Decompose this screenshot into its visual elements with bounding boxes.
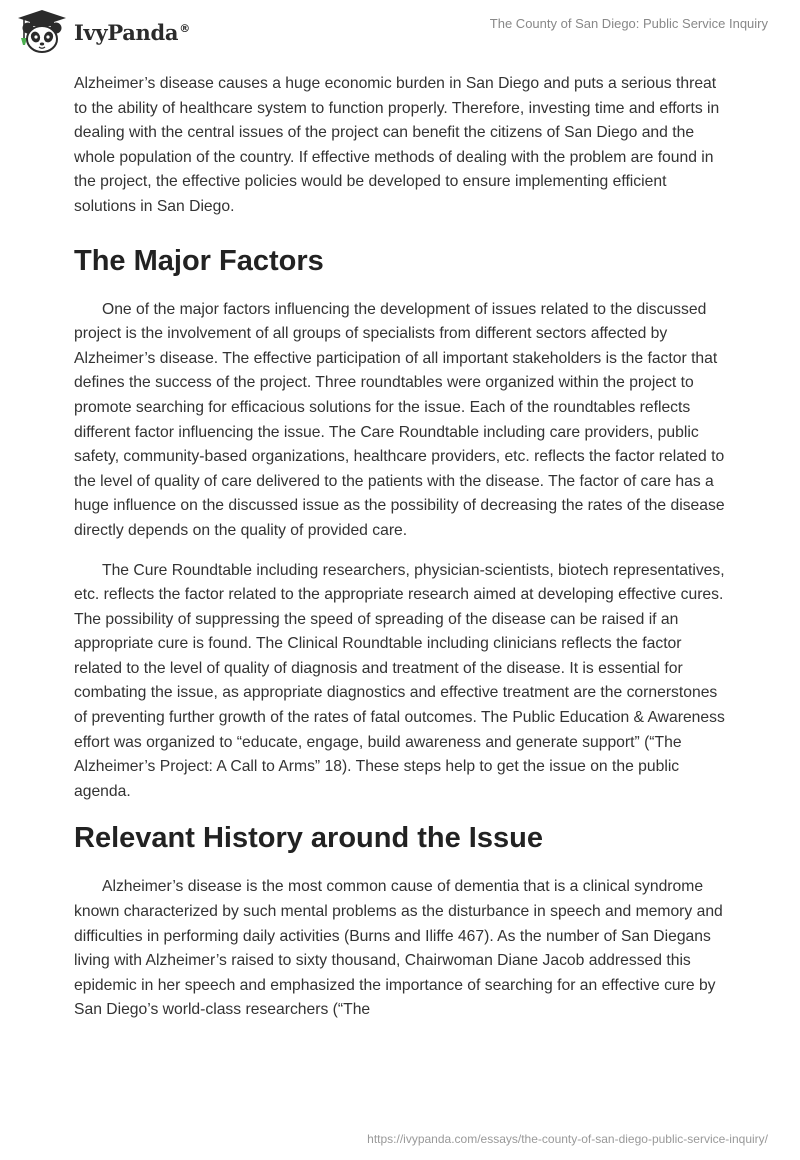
brand-name: IvyPanda [74, 19, 179, 45]
intro-paragraph: Alzheimer’s disease causes a huge economic burden in San Diego and puts a serious threat to the ability of healthcare system to function properly. Therefore, investing time and efforts in dealing with the central issues of the project can benefit the citizens of San Diego and the whole population of the country. If effective methods of dealing with the problem are found in the project, the effective policies would be developed to ensure implementing efficient solutions in San Diego. [74, 75, 720, 215]
paragraph: Alzheimer’s disease is the most common cause of dementia that is a clinical syndrome known characterized by such mental problems as the disturbance in speech and memory and difficulties in performing daily activities (Burns and Iliffe 467). As the number of San Diegans living with Alzheimer’s raised to sixty thousand, Chairwoman Diane Jacob addressed this epidemic in her speech and emphasized the importance of searching for an effective cure by San Diego’s world-class researchers (“The [74, 878, 723, 1019]
paragraph: The Cure Roundtable including researchers, physician-scientists, biotech representatives, etc. reflects the factor related to the appropriate research aimed at developing effective cures. The possibility of suppressing the speed of spreading of the disease can be raised if an appropriate cure is found. The Clinical Roundtable including clinicians reflects the factor related to the level of quality of diagnosis and treatment of the disease. It is essential for combating the issue, as appropriate diagnostics and effective treatment are the cornerstones of preventing further growth of the rates of fatal outcomes. The Public Education & Awareness effort was organized to “educate, engage, build awareness and generate support” (“The Alzheimer’s Project: A Call to Arms” 18). These steps help to get the issue on the public agenda. [74, 561, 725, 800]
document-title: The County of San Diego: Public Service Inquiry [489, 16, 768, 31]
paragraph: One of the major factors influencing the development of issues related to the discussed project is the involvement of all groups of specialists from different sectors affected by Alzheimer’s disease. The effective participation of all important stakeholders is the factor that defines the success of the project. Three roundtables were organized within the project to promote searching for efficacious solutions for the issue. Each of the roundtables reflects different factor influencing the issue. The Care Roundtable including care providers, public safety, community-based organizations, healthcare providers, etc. reflects the factor related to the level of quality of care delivered to the patients with the disease. The factor of care has a huge influence on the discussed issue as the possibility of decreasing the rates of the disease directly depends on the quality of provided care. [74, 300, 725, 539]
page-header [0, 0, 800, 64]
essay-body [74, 72, 728, 1038]
panda-graduate-icon [14, 8, 70, 56]
heading-major-factors: The Major Factors [74, 244, 324, 277]
logo-wordmark [74, 20, 190, 45]
ivypanda-logo[interactable] [14, 8, 190, 56]
heading-relevant-history: Relevant History around the Issue [74, 822, 543, 855]
source-url[interactable]: https://ivypanda.com/essays/the-county-of-san-diego-public-service-inquiry/ [367, 1132, 768, 1146]
registered-mark: ® [179, 21, 190, 35]
